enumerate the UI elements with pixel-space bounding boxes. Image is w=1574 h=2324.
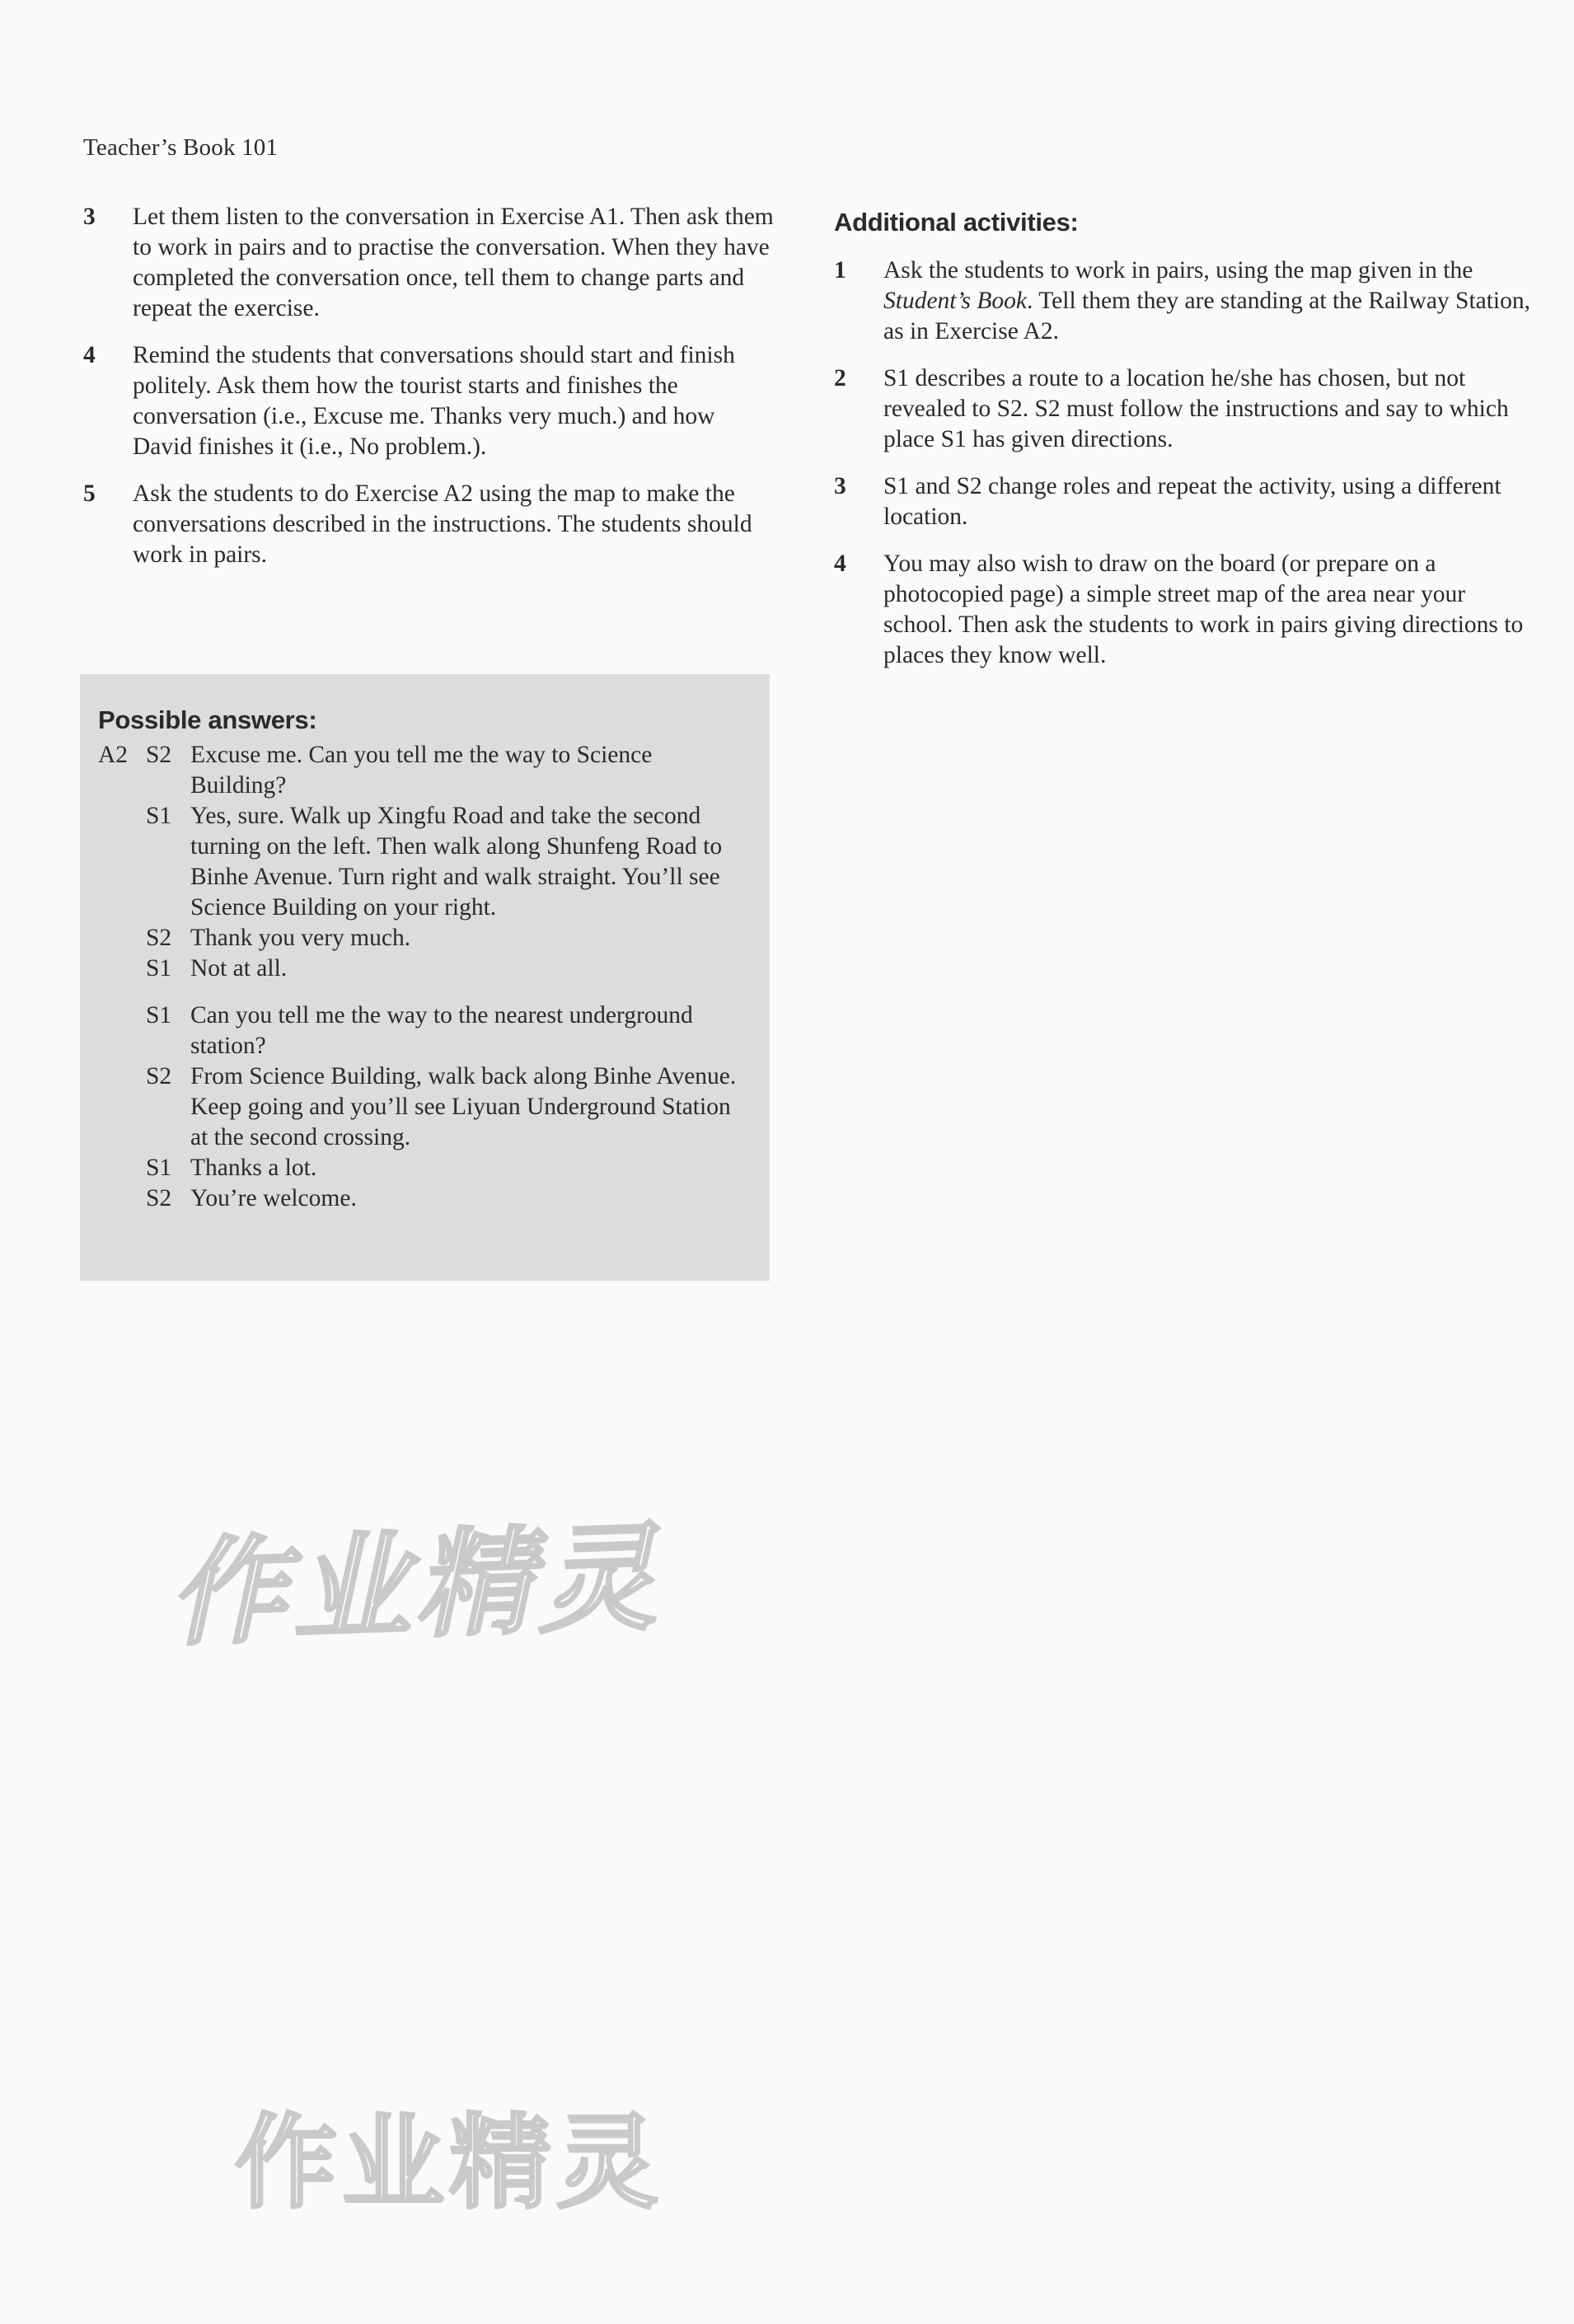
right-column — [834, 202, 1534, 687]
item-text-after: . Tell them they are standing at the Railway Station, as in Exercise A2. — [883, 288, 1531, 344]
activity-item — [834, 471, 1534, 532]
item-number: 1 — [834, 257, 846, 283]
speaker-label: S2 — [146, 925, 172, 951]
item-text: Remind the students that conversations should start and finish politely. Ask them how the tourist starts and finishes the conversation (i.e., Excuse me. Thanks very much.) and how David finishes it (i.e., No problem.). — [133, 342, 735, 460]
additional-activities-heading: Additional activities: — [834, 208, 1079, 237]
dialogue-turn — [98, 1183, 753, 1214]
turn-text: Not at all. — [190, 955, 288, 982]
item-text-italic: Student’s Book — [883, 288, 1027, 314]
item-number: 4 — [83, 342, 96, 368]
item-number: 3 — [834, 473, 846, 499]
item-number: 5 — [83, 480, 96, 507]
turn-text: Yes, sure. Walk up Xingfu Road and take the second turning on the left. Then walk along Shunfeng Road to Binhe Avenue. Turn right and walk straight. You’ll see Science Building on your right. — [190, 803, 723, 921]
watermark: 作业精灵 — [164, 1509, 686, 1663]
activity-item — [834, 255, 1534, 347]
speaker-label: S1 — [146, 1155, 172, 1181]
item-text: You may also wish to draw on the board (or prepare on a photocopied page) a simple street map of the area near your school. Then ask the students to work in pairs giving directions to places they know well. — [883, 551, 1524, 668]
activity-item — [834, 549, 1534, 671]
watermark: 作业精灵 — [235, 2104, 664, 2223]
dialogue-turn — [98, 801, 753, 923]
instruction-item — [83, 202, 775, 324]
item-text: S1 and S2 change roles and repeat the activity, using a different location. — [883, 473, 1501, 530]
speaker-label: S1 — [146, 955, 172, 982]
item-text-before: Ask the students to work in pairs, using the map given in the — [883, 257, 1473, 283]
turn-text: Excuse me. Can you tell me the way to Science Building? — [190, 742, 653, 799]
possible-answers-heading: Possible answers: — [98, 705, 317, 734]
dialogue — [98, 740, 753, 1214]
dialogue-turn — [98, 923, 753, 953]
dialogue-turn — [98, 953, 753, 984]
turn-text: Thanks a lot. — [190, 1155, 317, 1181]
instruction-item — [83, 479, 775, 570]
item-number: 3 — [83, 204, 96, 230]
item-text: Ask the students to do Exercise A2 using the map to make the conversations described in the instructions. The students should work in pairs. — [133, 480, 752, 568]
item-text: S1 describes a route to a location he/she has chosen, but not revealed to S2. S2 must follow the instructions and say to which place S1 has given directions. — [883, 365, 1509, 452]
turn-text: You’re welcome. — [190, 1185, 357, 1211]
dialogue-turn — [98, 740, 753, 801]
left-column — [83, 202, 775, 587]
speaker-label: S1 — [146, 803, 172, 829]
instruction-item — [83, 340, 775, 462]
turn-text: Thank you very much. — [190, 925, 411, 951]
turn-text: Can you tell me the way to the nearest underground station? — [190, 1002, 693, 1059]
dialogue-turn — [98, 1000, 753, 1061]
dialogue-turn — [98, 1153, 753, 1183]
item-number: 4 — [834, 551, 846, 577]
item-number: 2 — [834, 365, 846, 391]
activity-item — [834, 363, 1534, 455]
speaker-label: S2 — [146, 742, 172, 768]
speaker-label: S1 — [146, 1002, 172, 1028]
speaker-label: S2 — [146, 1185, 172, 1211]
page-header: Teacher’s Book 101 — [83, 134, 279, 161]
speaker-label: S2 — [146, 1063, 172, 1089]
dialogue-turn — [98, 1061, 753, 1153]
exercise-label: A2 — [98, 742, 129, 768]
item-text: Let them listen to the conversation in Exercise A1. Then ask them to work in pairs and to practise the conversation. When they have completed the conversation once, tell them to change parts and repeat the exercise. — [133, 204, 774, 321]
possible-answers-box — [80, 674, 770, 1281]
turn-text: From Science Building, walk back along Binhe Avenue. Keep going and you’ll see Liyuan Underground Station at the second crossing. — [190, 1063, 737, 1150]
